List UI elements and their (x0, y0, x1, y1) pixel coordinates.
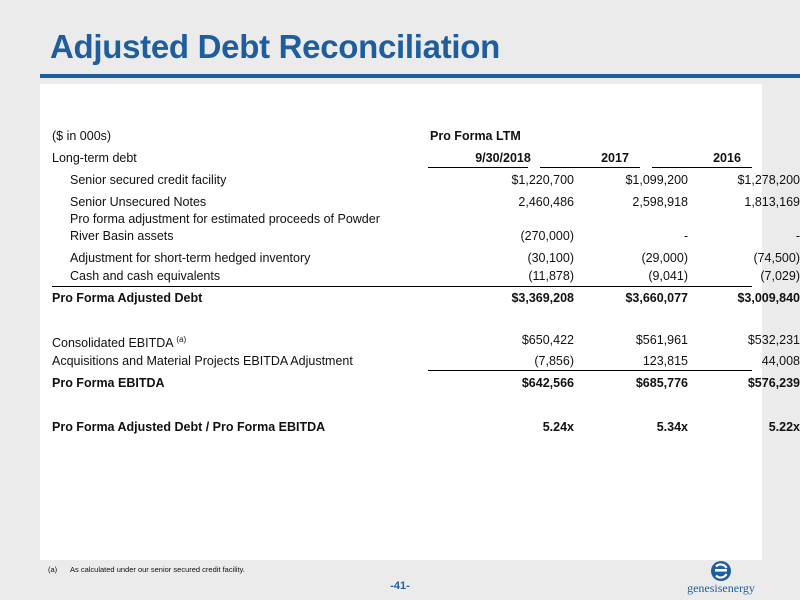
cell-value: - (683, 229, 688, 243)
units-label: ($ in 000s) (52, 129, 112, 143)
cell-value: $561,961 (635, 333, 688, 347)
row-label: Pro Forma Adjusted Debt (52, 291, 203, 305)
table-row-total (52, 289, 800, 307)
row-label-line1: Pro forma adjustment for estimated proceeds of Powder (70, 212, 380, 226)
cell-value: $642,566 (521, 376, 574, 390)
cell-value: 44,008 (761, 354, 800, 368)
row-label (52, 331, 186, 352)
cell-value: (74,500) (753, 251, 800, 265)
header-underline-ltm (428, 167, 528, 168)
cell-value: $1,099,200 (625, 173, 688, 187)
cell-value: $3,369,208 (511, 291, 574, 305)
cell-value: 5.22x (768, 420, 800, 434)
row-label: Senior secured credit facility (70, 173, 227, 187)
row-label: Cash and cash equivalents (70, 269, 221, 283)
row-label: Acquisitions and Material Projects EBITDA Adjustment (52, 354, 353, 368)
table-row (52, 227, 800, 245)
cell-value: - (795, 229, 800, 243)
cell-value: $532,231 (747, 333, 800, 347)
page-title: Adjusted Debt Reconciliation (50, 28, 500, 65)
header-underline-2016 (652, 167, 752, 168)
cell-value: (7,856) (534, 354, 574, 368)
cell-value: 2,460,486 (518, 195, 574, 209)
table-row (52, 352, 800, 370)
cell-value: 5.24x (542, 420, 574, 434)
table-row (52, 193, 800, 211)
logo-wordmark: genesisenergy (687, 581, 755, 595)
row-label: Adjustment for short-term hedged inventory (70, 251, 311, 265)
cell-value: (30,100) (527, 251, 574, 265)
cell-value: (7,029) (760, 269, 800, 283)
table-row (52, 331, 800, 351)
cell-value: $1,220,700 (511, 173, 574, 187)
column-header-2017: 2017 (601, 151, 629, 165)
pro-forma-ltm-header: Pro Forma LTM (430, 129, 521, 143)
long-term-debt-label: Long-term debt (52, 151, 137, 165)
cell-value: $650,422 (521, 333, 574, 347)
row-label-text: Consolidated EBITDA (52, 336, 173, 351)
row-label: Pro Forma EBITDA (52, 376, 165, 390)
genesis-e-logo-icon (709, 560, 733, 582)
cell-value: 1,813,169 (744, 195, 800, 209)
cell-value: 123,815 (642, 354, 688, 368)
footnote-text: As calculated under our senior secured credit facility. (70, 565, 245, 574)
table-row (52, 210, 752, 228)
cell-value: $685,776 (635, 376, 688, 390)
units-row (52, 127, 752, 145)
footnote-marker: (a) (48, 565, 58, 574)
cell-value: (11,878) (528, 269, 574, 283)
cell-value: $576,239 (747, 376, 800, 390)
subtotal-rule-ebitda (428, 370, 752, 371)
cell-value: $3,009,840 (737, 291, 800, 305)
table-row-ratio (52, 418, 800, 436)
footnote-ref: (a) (176, 335, 187, 344)
header-underline-2017 (540, 167, 640, 168)
row-label: Pro Forma Adjusted Debt / Pro Forma EBITDA (52, 420, 326, 434)
row-label-line2: River Basin assets (70, 229, 174, 243)
table-row-total (52, 374, 800, 392)
cell-value: (29,000) (641, 251, 688, 265)
cell-value: 2,598,918 (632, 195, 688, 209)
table-row (52, 171, 800, 189)
table-row (52, 249, 800, 267)
title-rule (40, 74, 800, 78)
company-logo (676, 560, 766, 596)
table-row (52, 267, 800, 285)
page-number: -41- (390, 580, 410, 592)
column-header-2016: 2016 (713, 151, 741, 165)
column-header-row (52, 149, 752, 167)
cell-value: (9,041) (648, 269, 688, 283)
row-label: Senior Unsecured Notes (70, 195, 207, 209)
column-header-ltm: 9/30/2018 (475, 151, 531, 165)
cell-value: (270,000) (520, 229, 574, 243)
subtotal-rule-debt (52, 286, 752, 287)
cell-value: $3,660,077 (625, 291, 688, 305)
cell-value: 5.34x (656, 420, 688, 434)
cell-value: $1,278,200 (737, 173, 800, 187)
